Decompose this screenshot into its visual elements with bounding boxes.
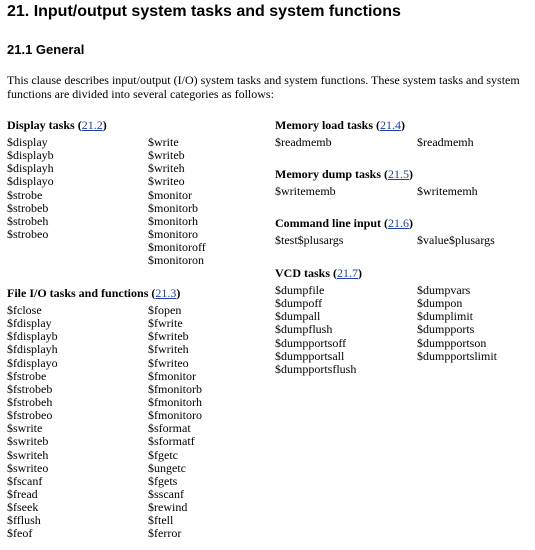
memdump-ref-link[interactable]: 21.5 [388,167,410,181]
task-name: $dumpvars [417,283,471,297]
task-name: $readmemh [417,135,474,149]
memdump-heading: Memory dump tasks (21.5) [275,167,414,181]
task-name: $displayb [7,148,54,163]
task-name: $ungetc [148,460,186,475]
task-name: $fstrobe [7,368,47,383]
display-tasks-title: Display tasks [7,118,75,132]
fileio-title: File I/O tasks and functions [7,286,149,300]
intro-paragraph: This clause describes input/output (I/O) system tasks and system functions. These system tasks and system functions are divided into several categories as follows: [7,73,520,101]
cmdline-ref-link[interactable]: 21.6 [388,216,410,230]
memload-col2 [417,136,474,149]
task-name: $dumpportsall [275,348,345,363]
task-name: $swriteo [7,460,49,475]
task-name: $fwriteo [148,355,189,370]
task-name: $dumpports [417,322,475,337]
task-name: $feof [7,526,33,541]
cmdline-col2 [417,234,495,247]
cmdline-heading: Command line input (21.6) [275,216,414,230]
task-name: $fscanf [7,473,43,488]
task-name: $ftell [148,513,174,528]
task-name: $strobeb [7,200,49,215]
task-name: $fstrobeo [7,408,53,423]
task-name: $monitorh [148,213,198,228]
task-name: $sformat [148,421,191,436]
task-name: $value$plusargs [417,233,495,247]
task-name: $dumpportsoff [275,335,347,350]
fileio-col1 [7,304,58,541]
task-name: $writeh [148,161,185,176]
memload-title: Memory load tasks [275,118,373,132]
task-name: $fdisplayh [7,342,58,357]
task-name: $fwriteh [148,342,189,357]
task-name: $writeo [148,174,185,189]
task-name: $dumpportslimit [417,348,498,363]
task-name: $dumplimit [417,309,474,324]
task-name: $fgets [148,473,178,488]
fileio-heading: File I/O tasks and functions (21.3) [7,286,181,300]
task-name: $fmonitoro [148,408,202,423]
task-name: $fdisplayo [7,355,58,370]
memdump-title: Memory dump tasks [275,167,382,181]
fileio-ref-link[interactable]: 21.3 [155,286,177,300]
vcd-title: VCD tasks [275,266,331,280]
task-name: $fopen [148,303,182,317]
task-name: $dumpportsflush [275,361,357,376]
task-name: $fread [7,486,38,501]
task-name: $dumpportson [417,335,487,350]
task-name: $display [7,135,48,149]
vcd-heading: VCD tasks (21.7) [275,266,363,280]
memdump-col2 [417,185,478,198]
task-name: $write [148,135,179,149]
task-name: $swriteh [7,447,49,462]
task-name: $dumpall [275,309,321,324]
memdump-col1 [275,185,336,198]
fileio-col2 [148,304,202,541]
task-name: $rewind [148,500,188,515]
display-tasks-col1 [7,136,54,241]
task-name: $strobeh [7,213,49,228]
task-name: $fmonitor [148,368,196,383]
task-name: $fmonitorh [148,394,202,409]
task-name: $fmonitorb [148,381,202,396]
display-tasks-heading: Display tasks (21.2) [7,118,107,132]
task-name: $strobe [7,187,43,202]
task-name: $writememb [275,184,336,198]
task-name: $monitoroff [148,240,206,255]
task-name: $fgetc [148,447,178,462]
task-name: $displayo [7,174,54,189]
vcd-col1 [275,284,356,376]
memload-heading: Memory load tasks (21.4) [275,118,405,132]
memload-ref-link[interactable]: 21.4 [380,118,401,132]
display-tasks-ref-link[interactable]: 21.2 [81,118,103,132]
vcd-ref-link[interactable]: 21.7 [337,266,359,280]
task-name: $monitorb [148,200,198,215]
task-name: $fstrobeh [7,394,53,409]
task-name: $fwrite [148,316,183,331]
vcd-col2 [417,284,497,363]
section-heading: 21.1 General [7,42,85,57]
cmdline-col1 [275,234,343,247]
task-name: $fstrobeb [7,381,53,396]
task-name: $monitor [148,187,192,202]
task-name: $sformatf [148,434,195,449]
task-name: $swrite [7,421,43,436]
task-name: $dumpfile [275,283,325,297]
task-name: $writememh [417,184,478,198]
task-name: $fdisplayb [7,329,58,344]
task-name: $dumpoff [275,296,323,311]
task-name: $swriteb [7,434,49,449]
task-name: $writeb [148,148,185,163]
task-name: $displayh [7,161,54,176]
task-name: $fseek [7,500,39,515]
task-name: $dumpon [417,296,463,311]
task-name: $sscanf [148,486,184,501]
task-name: $monitoron [148,253,204,268]
task-name: $readmemb [275,135,332,149]
task-name: $fclose [7,303,42,317]
task-name: $monitoro [148,226,198,241]
cmdline-title: Command line input [275,216,382,230]
task-name: $fflush [7,513,41,528]
task-name: $fdisplay [7,316,52,331]
task-name: $test$plusargs [275,233,344,247]
task-name: $dumpflush [275,322,333,337]
page-title: 21. Input/output system tasks and system functions [7,3,401,20]
task-name: $fwriteb [148,329,189,344]
task-name: $strobeo [7,226,49,241]
memload-col1 [275,136,332,149]
task-name: $ferror [148,526,182,541]
display-tasks-col2 [148,136,206,267]
